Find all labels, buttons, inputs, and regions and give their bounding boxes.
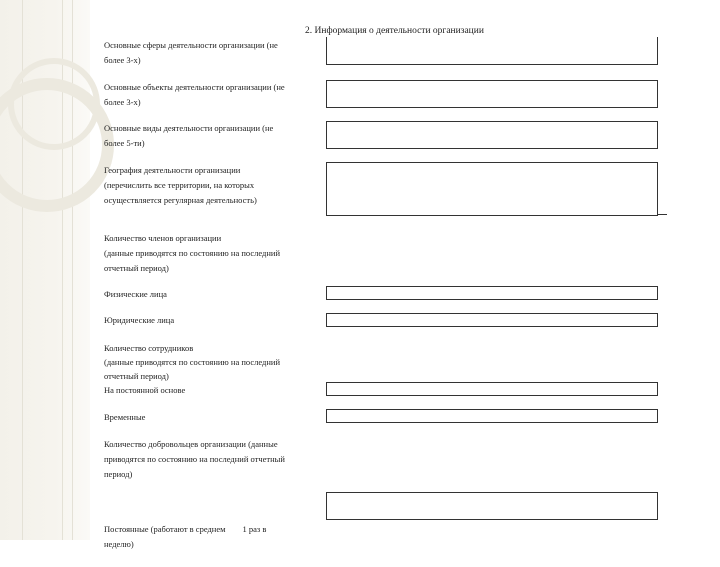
- legal-entities-input[interactable]: [326, 313, 658, 327]
- individuals-input[interactable]: [326, 286, 658, 300]
- label-objects: Основные объекты деятельности организации (не более 3-х): [104, 82, 285, 107]
- activity-types-input[interactable]: [326, 121, 658, 149]
- geography-input[interactable]: [326, 162, 658, 216]
- decorative-ring: [8, 58, 100, 150]
- label-individuals: Физические лица: [104, 289, 167, 299]
- permanent-staff-input[interactable]: [326, 382, 658, 396]
- label-volunteers-count: Количество добровольцев организации (данные приводятся по состоянию на последний отчетный период): [104, 439, 285, 479]
- label-members-count: Количество членов организации (данные приводятся по состоянию на последний отчетный период): [104, 233, 281, 273]
- objects-input[interactable]: [326, 80, 658, 108]
- label-activity-types: Основные виды деятельности организации (не более 5-ти): [104, 123, 274, 148]
- box-extension-line: [657, 214, 667, 215]
- label-temporary: Временные: [104, 412, 146, 422]
- box-right-edge: [657, 37, 658, 65]
- box-left-edge: [326, 37, 327, 65]
- section-title: 2. Информация о деятельности организации: [305, 26, 484, 36]
- label-permanent-volunteers: Постоянные (работают в среднем 1 раз в неделю): [104, 524, 267, 549]
- temporary-input[interactable]: [326, 409, 658, 423]
- label-employees-count: Количество сотрудников (данные приводятся по состоянию на последний отчетный период) На постоянной основе: [104, 343, 281, 395]
- label-legal-entities: Юридические лица: [104, 315, 175, 325]
- permanent-volunteers-input[interactable]: [326, 492, 658, 520]
- label-geography: География деятельности организации (перечислить все территории, на которых осуществляется регулярная деятельность): [104, 165, 257, 205]
- label-spheres: Основные сферы деятельности организации (не более 3-х): [104, 40, 278, 65]
- spheres-input[interactable]: [326, 64, 657, 65]
